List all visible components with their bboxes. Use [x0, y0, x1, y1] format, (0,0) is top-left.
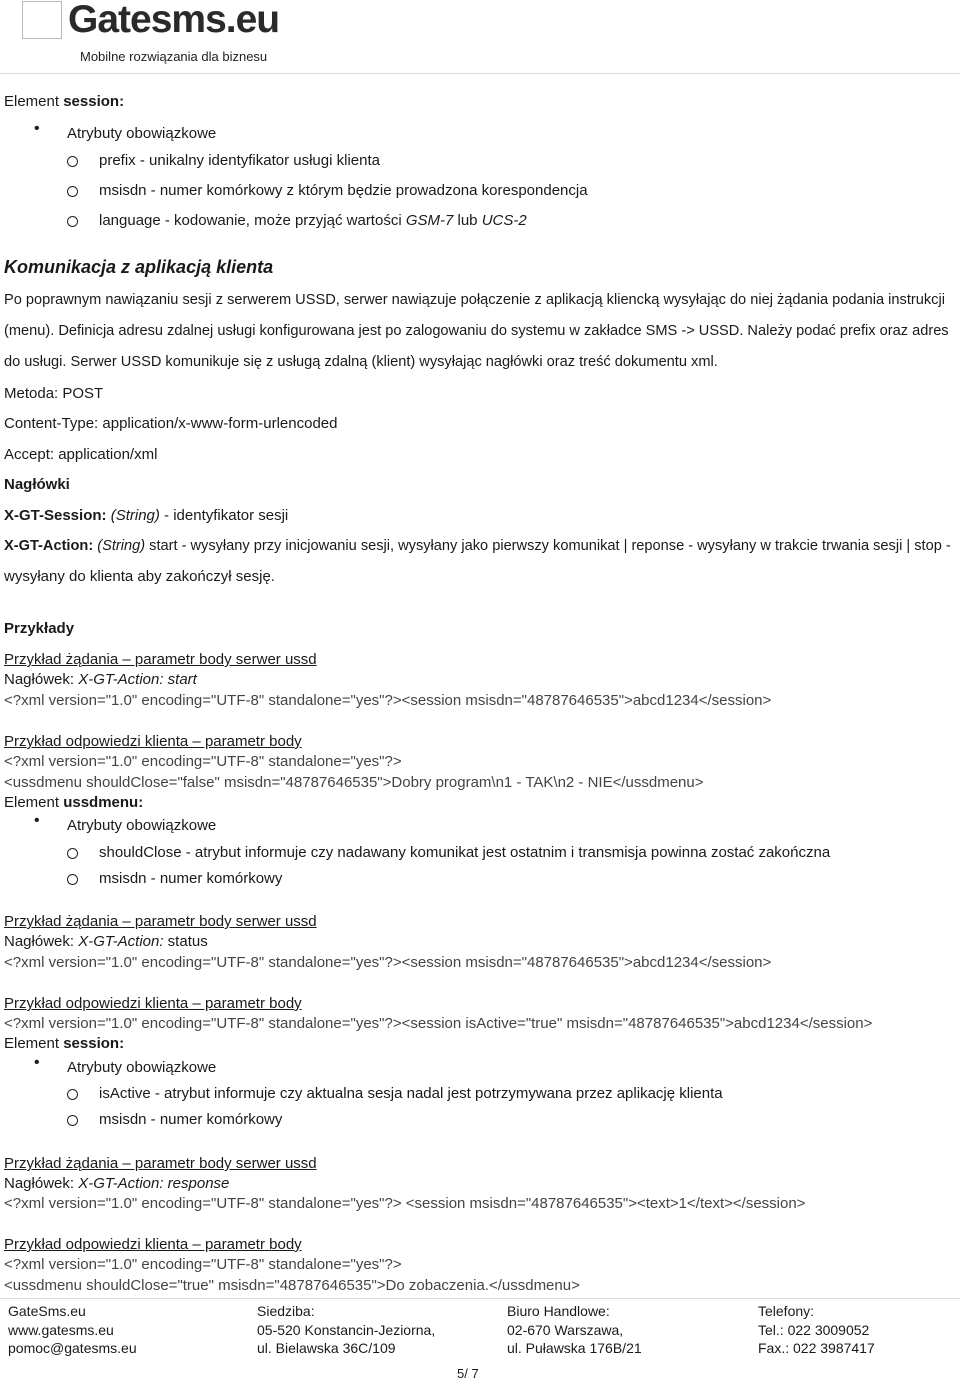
paragraph-line: Po poprawnym nawiązaniu sesji z serwerem USSD, serwer nawiązuje połączenie z aplikacją kliencką wysyłając do niej żądania podania instrukcji	[4, 292, 945, 308]
method-line: Metoda: POST	[4, 385, 104, 402]
circle-bullet-icon	[67, 156, 78, 167]
footer-fax: Fax.: 022 3987417	[758, 1340, 875, 1356]
circle-bullet-icon	[67, 874, 78, 885]
footer-office-label: Biuro Handlowe:	[507, 1303, 610, 1319]
circle-bullet-icon	[67, 216, 78, 227]
required-attrs: Atrybuty obowiązkowe	[67, 817, 217, 834]
attr-language: language - kodowanie, może przyjąć wartości GSM-7 lub UCS-2	[99, 212, 527, 229]
example-header: Nagłówek: X-GT-Action: status	[4, 933, 208, 950]
attr-shouldclose: shouldClose - atrybut informuje czy nadawany komunikat jest ostatnim i transmisja powinna zostać zakończna	[99, 844, 831, 861]
example-xml: <ussdmenu shouldClose="true" msisdn="48787646535">Do zobaczenia.</ussdmenu>	[4, 1277, 580, 1294]
attr-msisdn: msisdn - numer komórkowy z którym będzie prowadzona korespondencja	[99, 182, 588, 199]
example-title: Przykład żądania – parametr body serwer ussd	[4, 913, 317, 930]
paragraph-line: do usługi. Serwer USSD komunikuje się z usługą zdalną (klient) wysyłając nagłówki oraz treść dokumentu xml.	[4, 354, 718, 370]
example-xml: <?xml version="1.0" encoding="UTF-8" standalone="yes"?>	[4, 753, 402, 770]
footer-divider	[0, 1298, 960, 1299]
attr-msisdn: msisdn - numer komórkowy	[99, 1111, 283, 1128]
example-xml: <?xml version="1.0" encoding="UTF-8" standalone="yes"?>	[4, 1256, 402, 1273]
attr-isactive: isActive - atrybut informuje czy aktualna sesja nadal jest potrzymywana przez aplikację klienta	[99, 1085, 723, 1102]
footer-hq-city: 05-520 Konstancin-Jeziorna,	[257, 1322, 436, 1338]
bullet-icon: •	[34, 1054, 40, 1071]
circle-bullet-icon	[67, 186, 78, 197]
examples-title: Przykłady	[4, 620, 75, 637]
header-session-desc: X-GT-Session: (String) - identyfikator sesji	[4, 507, 289, 524]
attr-msisdn: msisdn - numer komórkowy	[99, 870, 283, 887]
content-type-line: Content-Type: application/x-www-form-urlencoded	[4, 415, 338, 432]
bullet-icon: •	[34, 812, 40, 829]
footer-hq-label: Siedziba:	[257, 1303, 315, 1319]
header-action-desc: X-GT-Action: (String) start - wysyłany przy inicjowaniu sesji, wysyłany jako pierwszy komunikat | reponse - wysyłany w trakcie trwania sesji | stop -	[4, 538, 951, 554]
circle-bullet-icon	[67, 848, 78, 859]
page-number: 5/ 7	[457, 1366, 479, 1381]
example-xml: <ussdmenu shouldClose="false" msisdn="48787646535">Dobry program\n1 - TAK\n2 - NIE</ussdmenu>	[4, 774, 704, 791]
element-session-label: Element session:	[4, 93, 125, 110]
example-title: Przykład żądania – parametr body serwer ussd	[4, 651, 317, 668]
example-title: Przykład odpowiedzi klienta – parametr body	[4, 1236, 302, 1253]
footer-office-city: 02-670 Warszawa,	[507, 1322, 624, 1338]
example-xml: <?xml version="1.0" encoding="UTF-8" standalone="yes"?><session msisdn="48787646535">abcd1234</session>	[4, 954, 772, 971]
example-title: Przykład odpowiedzi klienta – parametr body	[4, 733, 302, 750]
element-ussdmenu-label: Element ussdmenu:	[4, 794, 144, 811]
headers-title: Nagłówki	[4, 476, 70, 493]
paragraph-line: (menu). Definicja adresu zdalnej usługi konfigurowana jest po zalogowaniu do systemu w zakładce SMS -> USSD. Należy podać prefix oraz adres	[4, 323, 949, 339]
element-session-label: Element session:	[4, 1035, 125, 1052]
bullet-icon: •	[34, 120, 40, 137]
example-xml: <?xml version="1.0" encoding="UTF-8" standalone="yes"?><session isActive="true" msisdn="48787646535">abcd1234</session>	[4, 1015, 873, 1032]
accept-line: Accept: application/xml	[4, 446, 158, 463]
footer-phone: Tel.: 022 3009052	[758, 1322, 870, 1338]
footer-office-street: ul. Puławska 176B/21	[507, 1340, 642, 1356]
header-action-desc-cont: wysyłany do klienta aby zakończył sesję.	[4, 568, 275, 585]
footer-website-link[interactable]: www.gatesms.eu	[8, 1322, 114, 1338]
attr-prefix: prefix - unikalny identyfikator usługi klienta	[99, 152, 380, 169]
required-attrs: Atrybuty obowiązkowe	[67, 1059, 217, 1076]
logo-placeholder	[22, 1, 62, 39]
brand-title: Gatesms.eu	[68, 0, 280, 41]
example-header: Nagłówek: X-GT-Action: start	[4, 671, 197, 688]
circle-bullet-icon	[67, 1115, 78, 1126]
example-header: Nagłówek: X-GT-Action: response	[4, 1175, 230, 1192]
required-attrs: Atrybuty obowiązkowe	[67, 125, 217, 142]
brand-tagline: Mobilne rozwiązania dla biznesu	[80, 49, 268, 64]
example-title: Przykład odpowiedzi klienta – parametr body	[4, 995, 302, 1012]
circle-bullet-icon	[67, 1089, 78, 1100]
example-xml: <?xml version="1.0" encoding="UTF-8" standalone="yes"?><session msisdn="48787646535">abcd1234</session>	[4, 692, 772, 709]
example-xml: <?xml version="1.0" encoding="UTF-8" standalone="yes"?> <session msisdn="48787646535"><text>1</text></session>	[4, 1195, 806, 1212]
header-divider	[0, 73, 960, 74]
example-title: Przykład żądania – parametr body serwer ussd	[4, 1155, 317, 1172]
footer-hq-street: ul. Bielawska 36C/109	[257, 1340, 396, 1356]
section-heading: Komunikacja z aplikacją klienta	[4, 257, 274, 277]
footer-phones-label: Telefony:	[758, 1303, 815, 1319]
footer-email-link[interactable]: pomoc@gatesms.eu	[8, 1340, 137, 1356]
footer-company: GateSms.eu	[8, 1303, 86, 1319]
